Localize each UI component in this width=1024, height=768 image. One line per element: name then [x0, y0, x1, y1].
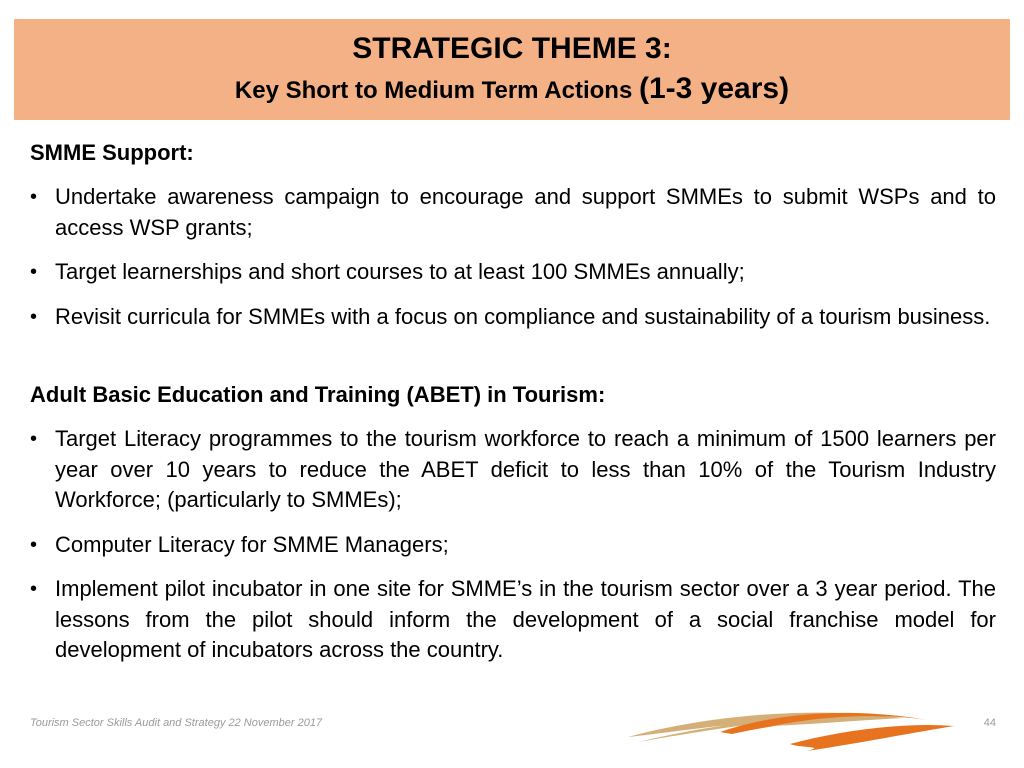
- bullet-text: Undertake awareness campaign to encourage and support SMMEs to submit WSPs and to access WSP grants;: [55, 184, 996, 240]
- bullet-icon: •: [30, 261, 38, 283]
- slide-title: STRATEGIC THEME 3:: [352, 32, 672, 65]
- subtitle-years: (1-3 years): [638, 72, 790, 105]
- logo-orange-swoosh-lower: [790, 725, 954, 751]
- section-abet: [30, 380, 996, 666]
- section-heading: SMME Support:: [30, 140, 194, 165]
- bullet-icon: •: [30, 428, 38, 450]
- bullet-icon: •: [30, 533, 38, 556]
- bullet-icon: •: [30, 305, 38, 328]
- slide-body: [30, 138, 996, 666]
- bullet-item: [30, 530, 996, 561]
- slide-title-banner: [14, 19, 1010, 120]
- bullet-item: [30, 257, 996, 288]
- bullet-text: Computer Literacy for SMME Managers;: [55, 531, 449, 557]
- bullet-icon: •: [30, 186, 38, 208]
- section-spacer: [30, 332, 996, 380]
- bullet-text: Revisit curricula for SMMEs with a focus on compliance and sustainability of a tourism business.: [55, 303, 991, 329]
- bullet-item: [30, 424, 996, 516]
- subtitle-text: Key Short to Medium Term Actions: [234, 77, 633, 104]
- page-number: 44: [983, 717, 996, 729]
- bullet-list: [30, 182, 996, 332]
- swoosh-logo-icon: [622, 704, 962, 754]
- bullet-list: [30, 424, 996, 666]
- bullet-item: [30, 182, 996, 243]
- section-heading: Adult Basic Education and Training (ABET) in Tourism:: [30, 382, 606, 407]
- bullet-item: [30, 574, 996, 666]
- footer-text: Tourism Sector Skills Audit and Strategy 22 November 2017: [30, 717, 323, 729]
- bullet-icon: •: [30, 578, 38, 600]
- section-smme-support: [30, 138, 996, 332]
- bullet-item: [30, 302, 996, 333]
- slide-subtitle: [14, 70, 1010, 110]
- bullet-text: Target Literacy programmes to the tourism workforce to reach a minimum of 1500 learners per year over 10 years to reduce the ABET deficit to less than 10% of the Tourism Industry Workforce; (particularly to SMMEs);: [55, 426, 996, 512]
- bullet-text: Implement pilot incubator in one site for SMME’s in the tourism sector over a 3 year period. The lessons from the pilot should inform the development of a social franchise model for development of incubators across the country.: [55, 576, 996, 662]
- bullet-text: Target learnerships and short courses to at least 100 SMMEs annually;: [55, 259, 745, 284]
